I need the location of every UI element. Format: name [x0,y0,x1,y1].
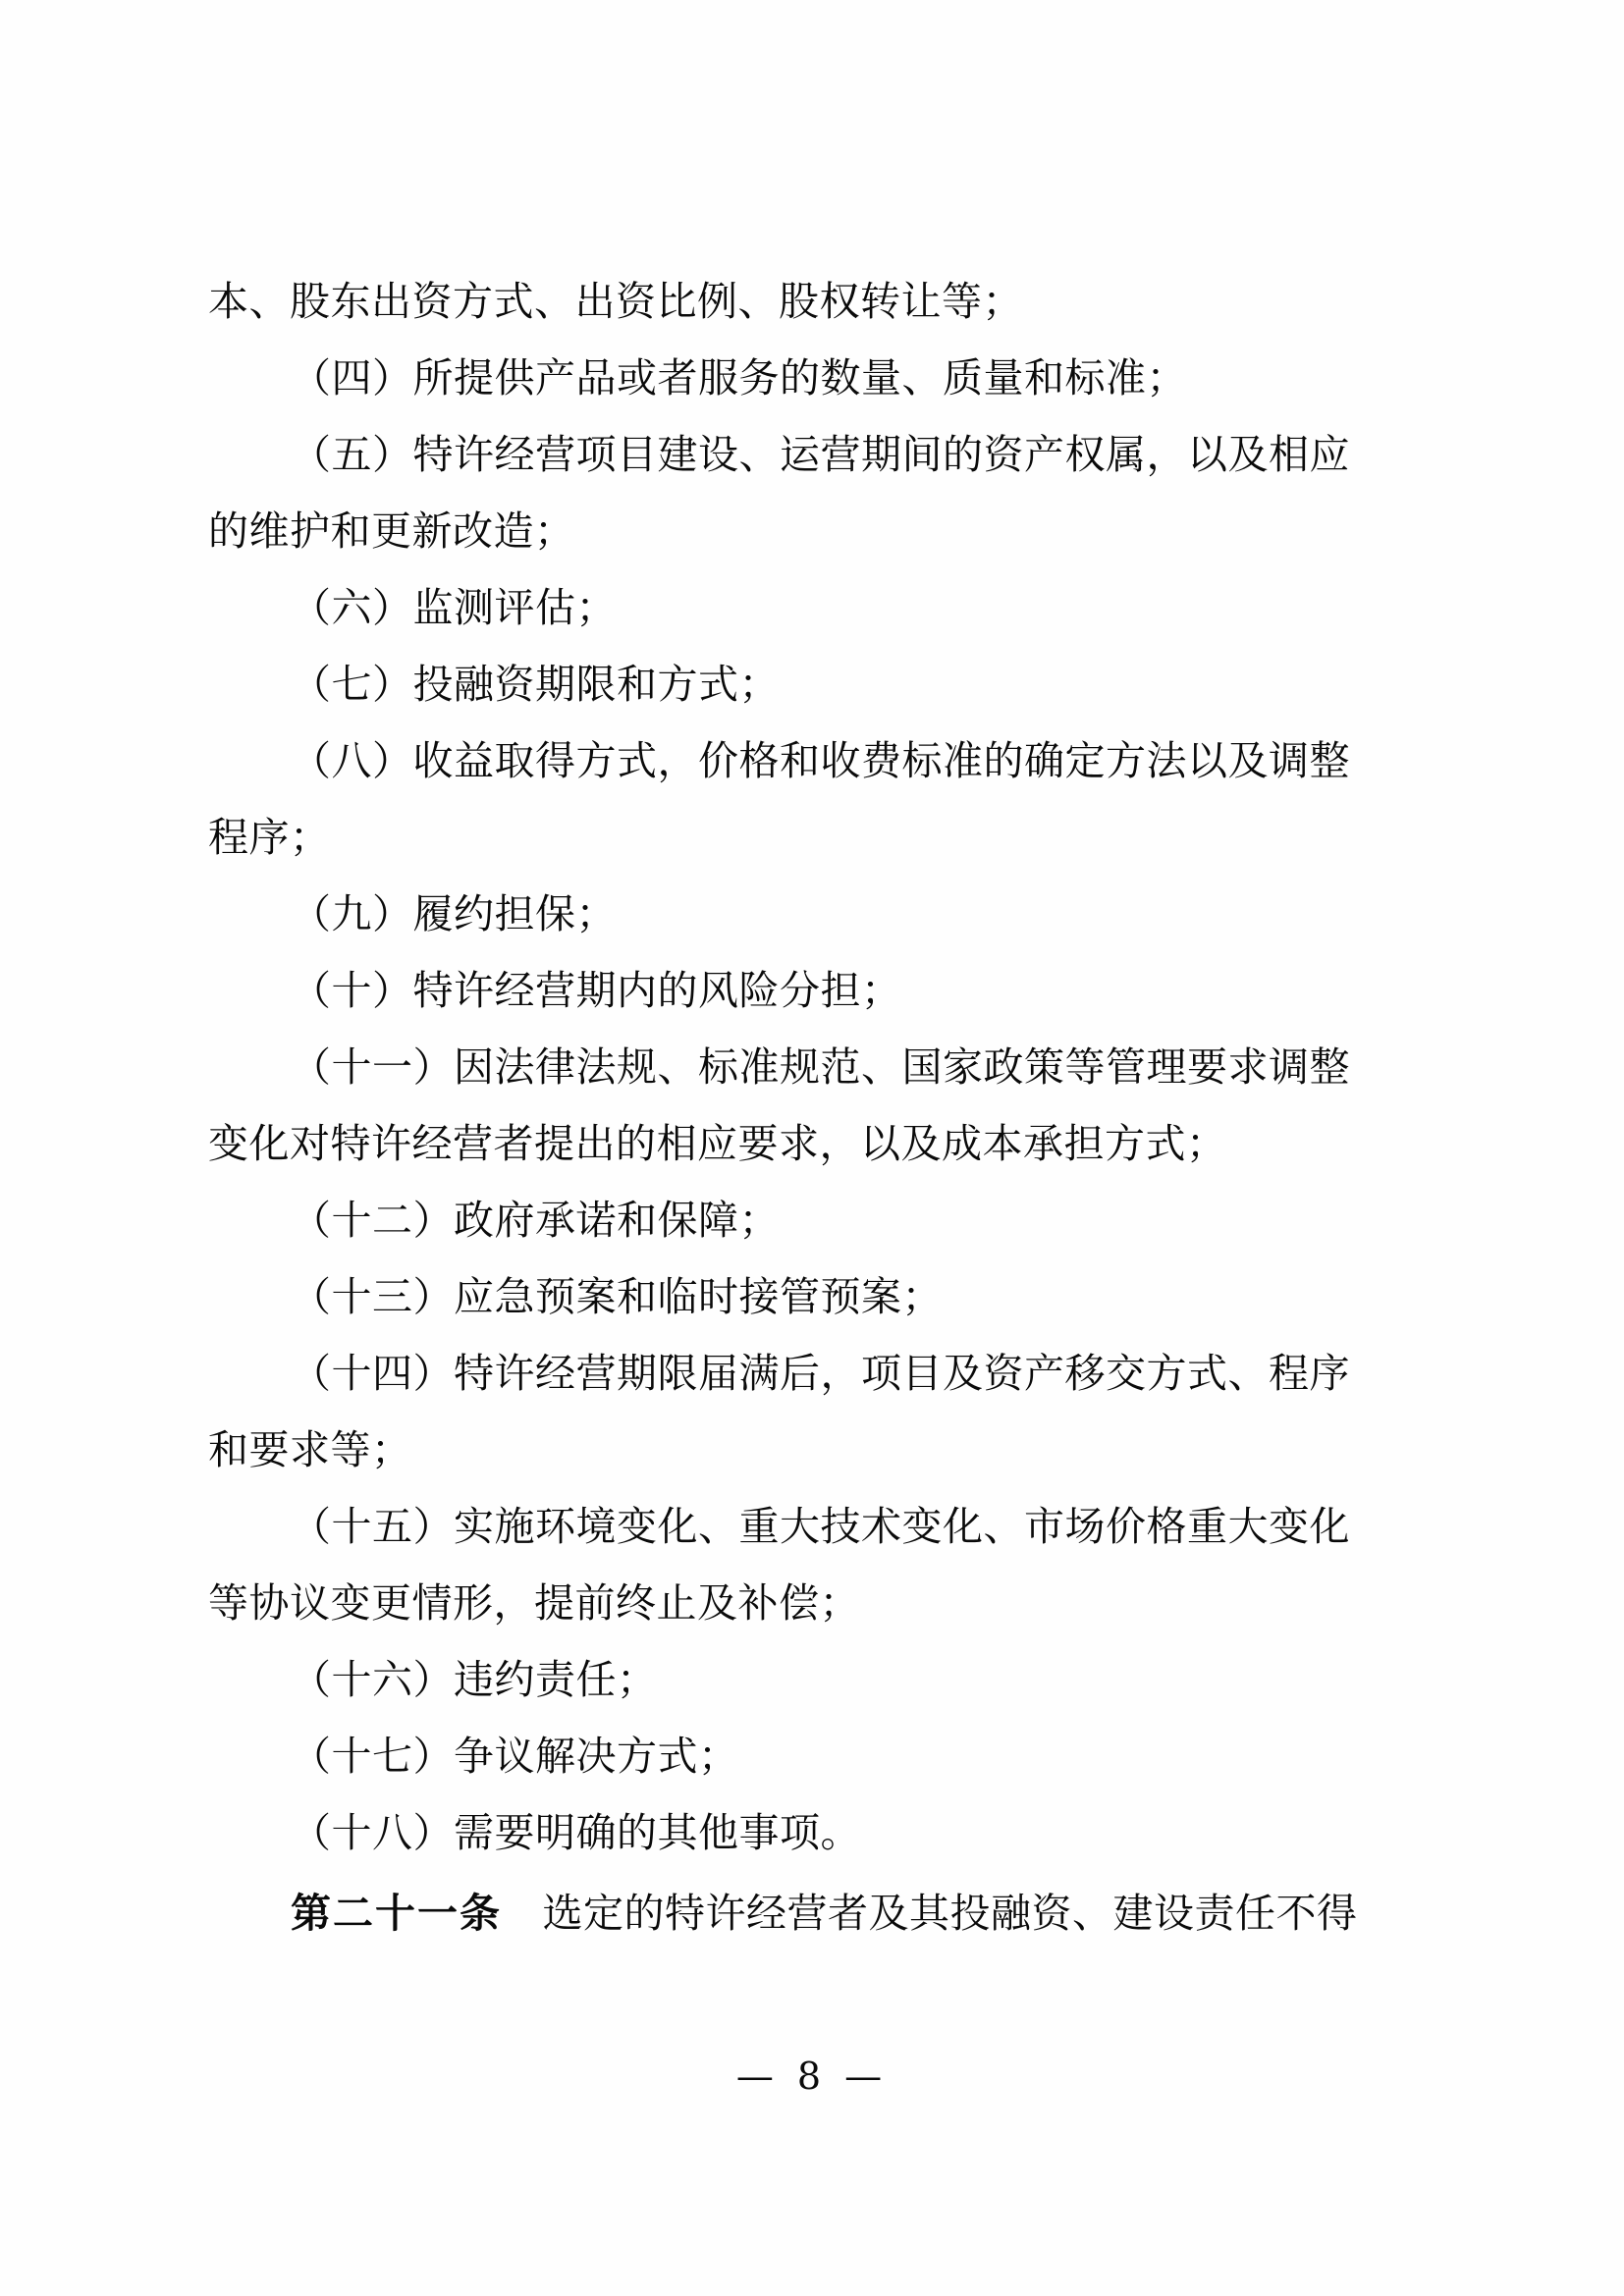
body-line: （十五）实施环境变化、重大技术变化、市场价格重大变化 [291,1503,1350,1550]
article-paragraph [208,1875,1416,1951]
body-line: （七）投融资期限和方式； [291,661,780,708]
body-line: 变化对特许经营者提出的相应要求，以及成本承担方式； [208,1120,1227,1167]
body-line: （十四）特许经营期限届满后，项目及资产移交方式、程序 [291,1350,1350,1397]
article-text: 选定的特许经营者及其投融资、建设责任不得 [542,1890,1358,1937]
body-line: 和要求等； [208,1426,412,1473]
body-line: （十三）应急预案和临时接管预案； [291,1273,943,1320]
article-heading: 第二十一条 [291,1890,502,1937]
body-line: （十六）违约责任； [291,1656,658,1703]
body-line: 等协议变更情形，提前终止及补偿； [208,1579,860,1627]
body-line: 的维护和更新改造； [208,507,575,555]
body-line: （十七）争议解决方式； [291,1733,739,1780]
body-line: （八）收益取得方式，价格和收费标准的确定方法以及调整 [291,737,1350,784]
body-line: （九）履约担保； [291,890,617,937]
body-line: 程序； [208,814,331,861]
body-line: （十八）需要明确的其他事项。 [291,1809,861,1856]
body-line: （五）特许经营项目建设、运营期间的资产权属，以及相应 [291,431,1350,478]
document-body [208,263,1416,1951]
body-line: （六）监测评估； [291,584,617,631]
body-line: （四）所提供产品或者服务的数量、质量和标准； [291,354,1187,401]
page-number: — 8 — [735,2055,889,2098]
body-line: 本、股东出资方式、出资比例、股权转让等； [208,278,1023,325]
body-line: （十一）因法律法规、标准规范、国家政策等管理要求调整 [291,1043,1350,1091]
body-line: （十）特许经营期内的风险分担； [291,967,902,1014]
article-spacer [502,1890,543,1937]
body-line: （十二）政府承诺和保障； [291,1197,780,1244]
